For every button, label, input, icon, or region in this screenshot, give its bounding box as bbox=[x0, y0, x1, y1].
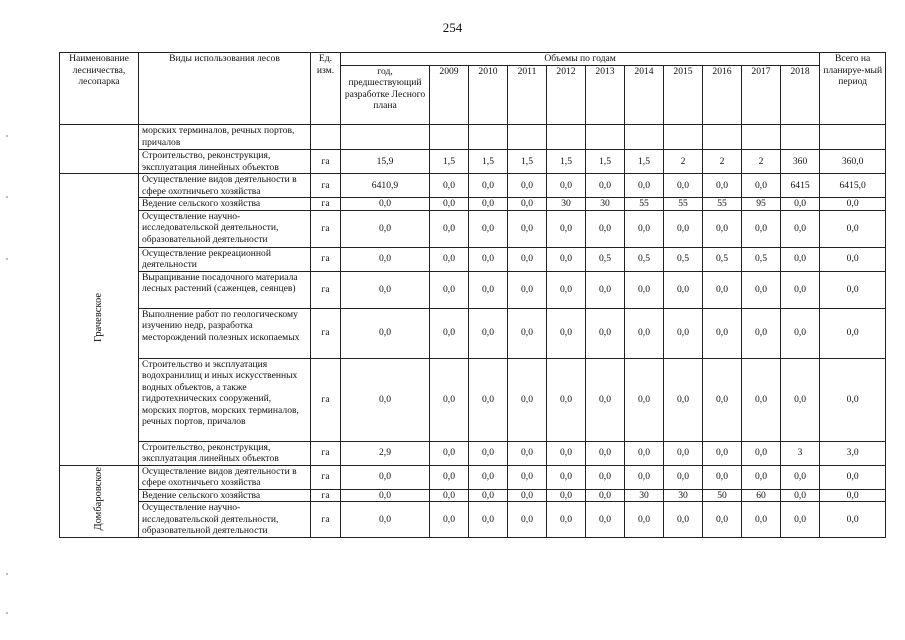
year-value: 1,5 bbox=[430, 150, 469, 174]
scan-speck bbox=[6, 258, 8, 260]
year-value: 0,5 bbox=[625, 247, 664, 271]
unit-cell: га bbox=[311, 441, 341, 465]
year-value: 0,0 bbox=[586, 210, 625, 247]
year-value: 30 bbox=[586, 198, 625, 211]
prev-year-value: 0,0 bbox=[341, 358, 430, 441]
year-value: 0,0 bbox=[430, 441, 469, 465]
year-value: 0,0 bbox=[430, 271, 469, 308]
year-value: 2 bbox=[703, 150, 742, 174]
year-value: 0,0 bbox=[430, 198, 469, 211]
forestry-cell bbox=[60, 125, 139, 174]
total-value: 0,0 bbox=[820, 489, 886, 502]
year-value: 0,0 bbox=[469, 489, 508, 502]
year-value bbox=[781, 125, 820, 150]
year-value: 0,0 bbox=[508, 358, 547, 441]
year-value: 0,0 bbox=[508, 489, 547, 502]
year-value: 0,0 bbox=[586, 465, 625, 489]
total-value: 3,0 bbox=[820, 441, 886, 465]
forestry-cell bbox=[60, 174, 139, 466]
year-value: 0,0 bbox=[781, 465, 820, 489]
year-value: 0,0 bbox=[664, 174, 703, 198]
year-value: 0,0 bbox=[547, 502, 586, 538]
table-row bbox=[60, 271, 886, 308]
year-value bbox=[703, 125, 742, 150]
header-year: 2017 bbox=[742, 65, 781, 124]
year-value: 2 bbox=[664, 150, 703, 174]
prev-year-value: 0,0 bbox=[341, 465, 430, 489]
use-type-cell: Осуществление рекреационной деятельности bbox=[139, 247, 311, 271]
header-total: Всего на планируе-мый период bbox=[820, 53, 886, 125]
year-value: 0,0 bbox=[469, 465, 508, 489]
year-value bbox=[430, 125, 469, 150]
year-value: 0,0 bbox=[781, 502, 820, 538]
year-value: 0,0 bbox=[781, 358, 820, 441]
year-value: 0,0 bbox=[586, 441, 625, 465]
unit-cell: га bbox=[311, 174, 341, 198]
use-type-cell: Осуществление видов деятельности в сфере охотничьего хозяйства bbox=[139, 174, 311, 198]
year-value: 55 bbox=[703, 198, 742, 211]
year-value: 0,0 bbox=[625, 441, 664, 465]
year-value: 0,0 bbox=[781, 308, 820, 358]
use-type-cell: Ведение сельского хозяйства bbox=[139, 198, 311, 211]
year-value: 1,5 bbox=[625, 150, 664, 174]
year-value: 0,5 bbox=[664, 247, 703, 271]
header-year: 2014 bbox=[625, 65, 664, 124]
forestry-cell bbox=[60, 465, 139, 537]
year-value: 0,0 bbox=[625, 465, 664, 489]
year-value: 0,0 bbox=[625, 210, 664, 247]
scan-speck bbox=[6, 573, 8, 575]
year-value: 0,5 bbox=[586, 247, 625, 271]
year-value: 0,0 bbox=[742, 502, 781, 538]
header-year: 2012 bbox=[547, 65, 586, 124]
use-type-cell: Осуществление научно-исследовательской деятельности, образовательной деятельности bbox=[139, 210, 311, 247]
year-value: 0,0 bbox=[508, 441, 547, 465]
year-value: 0,5 bbox=[703, 247, 742, 271]
year-value: 0,0 bbox=[586, 174, 625, 198]
use-type-cell: Строительство, реконструкция, эксплуатация линейных объектов bbox=[139, 441, 311, 465]
year-value: 55 bbox=[625, 198, 664, 211]
year-value: 0,0 bbox=[664, 271, 703, 308]
use-type-cell: Ведение сельского хозяйства bbox=[139, 489, 311, 502]
year-value: 0,0 bbox=[430, 358, 469, 441]
table-row bbox=[60, 358, 886, 441]
year-value bbox=[586, 125, 625, 150]
year-value: 0,0 bbox=[547, 465, 586, 489]
year-value: 0,0 bbox=[547, 210, 586, 247]
page-number: 254 bbox=[442, 20, 463, 35]
year-value: 0,0 bbox=[469, 358, 508, 441]
year-value: 0,0 bbox=[586, 489, 625, 502]
year-value: 0,0 bbox=[742, 271, 781, 308]
use-type-cell: Осуществление видов деятельности в сфере охотничьего хозяйства bbox=[139, 465, 311, 489]
table-row bbox=[60, 210, 886, 247]
year-value: 0,0 bbox=[664, 502, 703, 538]
year-value: 0,0 bbox=[625, 271, 664, 308]
total-value: 0,0 bbox=[820, 358, 886, 441]
table-row bbox=[60, 198, 886, 211]
year-value: 0,0 bbox=[547, 174, 586, 198]
prev-year-value: 0,0 bbox=[341, 198, 430, 211]
year-value: 0,0 bbox=[664, 210, 703, 247]
year-value: 0,0 bbox=[742, 210, 781, 247]
year-value: 0,0 bbox=[508, 174, 547, 198]
year-value: 0,0 bbox=[781, 271, 820, 308]
total-value: 0,0 bbox=[820, 465, 886, 489]
table-row bbox=[60, 441, 886, 465]
total-value: 0,0 bbox=[820, 210, 886, 247]
year-value: 0,0 bbox=[625, 174, 664, 198]
year-value: 1,5 bbox=[547, 150, 586, 174]
year-value: 0,0 bbox=[508, 247, 547, 271]
year-value: 0,0 bbox=[508, 465, 547, 489]
header-year: 2009 bbox=[430, 65, 469, 124]
total-value: 0,0 bbox=[820, 247, 886, 271]
table-row bbox=[60, 150, 886, 174]
year-value: 0,0 bbox=[586, 358, 625, 441]
year-value: 50 bbox=[703, 489, 742, 502]
year-value: 0,0 bbox=[469, 247, 508, 271]
use-type-cell: Строительство и эксплуатация водохранилищ и иных искусственных водных объектов, а также гидротехнических сооружений, морских портов, морских терминалов, речных портов, причалов bbox=[139, 358, 311, 441]
year-value: 0,0 bbox=[781, 210, 820, 247]
total-value: 360,0 bbox=[820, 150, 886, 174]
year-value: 0,0 bbox=[664, 441, 703, 465]
year-value: 0,0 bbox=[469, 198, 508, 211]
header-unit: Ед. изм. bbox=[311, 53, 341, 125]
header-forestry: Наименование лесничества, лесопарка bbox=[60, 53, 139, 125]
year-value: 0,0 bbox=[625, 502, 664, 538]
year-value: 0,0 bbox=[703, 465, 742, 489]
year-value bbox=[664, 125, 703, 150]
year-value: 3 bbox=[781, 441, 820, 465]
year-value: 30 bbox=[625, 489, 664, 502]
year-value: 0,0 bbox=[586, 502, 625, 538]
prev-year-value: 2,9 bbox=[341, 441, 430, 465]
total-value: 0,0 bbox=[820, 271, 886, 308]
year-value: 0,0 bbox=[469, 271, 508, 308]
year-value: 0,0 bbox=[742, 308, 781, 358]
year-value: 6415 bbox=[781, 174, 820, 198]
year-value: 0,0 bbox=[781, 247, 820, 271]
header-year: 2018 bbox=[781, 65, 820, 124]
table-row bbox=[60, 174, 886, 198]
year-value: 30 bbox=[664, 489, 703, 502]
year-value bbox=[508, 125, 547, 150]
year-value bbox=[469, 125, 508, 150]
year-value: 0,0 bbox=[625, 358, 664, 441]
scan-speck bbox=[6, 612, 8, 614]
unit-cell: га bbox=[311, 358, 341, 441]
total-value: 0,0 bbox=[820, 502, 886, 538]
year-value: 0,0 bbox=[703, 308, 742, 358]
year-value: 0,0 bbox=[547, 358, 586, 441]
header-use: Виды использования лесов bbox=[139, 53, 311, 125]
year-value: 0,0 bbox=[547, 441, 586, 465]
year-value: 0,0 bbox=[664, 358, 703, 441]
unit-cell: га bbox=[311, 247, 341, 271]
year-value: 0,0 bbox=[430, 308, 469, 358]
prev-year-value: 0,0 bbox=[341, 308, 430, 358]
year-value: 0,0 bbox=[469, 174, 508, 198]
year-value bbox=[625, 125, 664, 150]
year-value bbox=[547, 125, 586, 150]
header-year: 2010 bbox=[469, 65, 508, 124]
year-value: 0,0 bbox=[469, 308, 508, 358]
year-value: 0,0 bbox=[508, 210, 547, 247]
unit-cell: га bbox=[311, 308, 341, 358]
year-value: 0,0 bbox=[508, 198, 547, 211]
table-row bbox=[60, 489, 886, 502]
year-value: 0,0 bbox=[430, 489, 469, 502]
table-row bbox=[60, 247, 886, 271]
prev-year-value: 15,9 bbox=[341, 150, 430, 174]
year-value: 0,0 bbox=[742, 465, 781, 489]
year-value: 0,0 bbox=[547, 271, 586, 308]
prev-year-value: 0,0 bbox=[341, 210, 430, 247]
year-value: 0,0 bbox=[430, 465, 469, 489]
year-value: 95 bbox=[742, 198, 781, 211]
year-value: 0,0 bbox=[430, 174, 469, 198]
use-type-cell: Выполнение работ по геологическому изучению недр, разработка месторождений полезных ископаемых bbox=[139, 308, 311, 358]
unit-cell: га bbox=[311, 150, 341, 174]
year-value: 0,0 bbox=[508, 308, 547, 358]
use-type-cell: Строительство, реконструкция, эксплуатация линейных объектов bbox=[139, 150, 311, 174]
use-type-cell: морских терминалов, речных портов, причалов bbox=[139, 125, 311, 150]
forest-use-volumes-table bbox=[59, 52, 886, 538]
year-value: 0,0 bbox=[625, 308, 664, 358]
year-value: 0,0 bbox=[703, 502, 742, 538]
scan-speck bbox=[6, 135, 8, 137]
forestry-name: Домбаровское bbox=[93, 467, 105, 532]
year-value: 0,5 bbox=[742, 247, 781, 271]
header-year: 2011 bbox=[508, 65, 547, 124]
year-value: 0,0 bbox=[469, 441, 508, 465]
year-value: 0,0 bbox=[742, 441, 781, 465]
prev-year-value: 0,0 bbox=[341, 489, 430, 502]
prev-year-value bbox=[341, 125, 430, 150]
year-value: 0,0 bbox=[586, 308, 625, 358]
header-year: 2013 bbox=[586, 65, 625, 124]
year-value: 55 bbox=[664, 198, 703, 211]
year-value: 0,0 bbox=[586, 271, 625, 308]
year-value: 360 bbox=[781, 150, 820, 174]
year-value: 30 bbox=[547, 198, 586, 211]
year-value: 0,0 bbox=[664, 465, 703, 489]
table-row bbox=[60, 308, 886, 358]
year-value: 0,0 bbox=[703, 358, 742, 441]
year-value: 0,0 bbox=[664, 308, 703, 358]
unit-cell bbox=[311, 125, 341, 150]
use-type-cell: Осуществление научно-исследовательской деятельности, образовательной деятельности bbox=[139, 502, 311, 538]
scan-speck bbox=[6, 196, 8, 198]
year-value: 0,0 bbox=[703, 271, 742, 308]
year-value: 0,0 bbox=[703, 210, 742, 247]
year-value: 0,0 bbox=[781, 489, 820, 502]
header-year: 2015 bbox=[664, 65, 703, 124]
year-value: 0,0 bbox=[469, 502, 508, 538]
year-value: 0,0 bbox=[469, 210, 508, 247]
table-row bbox=[60, 465, 886, 489]
table-row bbox=[60, 502, 886, 538]
table-row bbox=[60, 125, 886, 150]
prev-year-value: 0,0 bbox=[341, 502, 430, 538]
unit-cell: га bbox=[311, 489, 341, 502]
year-value: 1,5 bbox=[586, 150, 625, 174]
year-value: 0,0 bbox=[781, 198, 820, 211]
unit-cell: га bbox=[311, 502, 341, 538]
year-value: 0,0 bbox=[547, 247, 586, 271]
total-value: 6415,0 bbox=[820, 174, 886, 198]
year-value: 60 bbox=[742, 489, 781, 502]
total-value: 0,0 bbox=[820, 308, 886, 358]
total-value bbox=[820, 125, 886, 150]
year-value: 0,0 bbox=[742, 174, 781, 198]
year-value bbox=[742, 125, 781, 150]
use-type-cell: Выращивание посадочного материала лесных растений (саженцев, сеянцев) bbox=[139, 271, 311, 308]
year-value: 0,0 bbox=[703, 174, 742, 198]
forestry-name: Грачевское bbox=[93, 292, 105, 342]
header-volumes-by-year: Объемы по годам bbox=[341, 53, 820, 66]
year-value: 0,0 bbox=[508, 271, 547, 308]
year-value: 0,0 bbox=[430, 210, 469, 247]
year-value: 0,0 bbox=[547, 489, 586, 502]
year-value: 0,0 bbox=[508, 502, 547, 538]
total-value: 0,0 bbox=[820, 198, 886, 211]
year-value: 2 bbox=[742, 150, 781, 174]
prev-year-value: 6410,9 bbox=[341, 174, 430, 198]
unit-cell: га bbox=[311, 465, 341, 489]
year-value: 0,0 bbox=[430, 502, 469, 538]
header-year: 2016 bbox=[703, 65, 742, 124]
prev-year-value: 0,0 bbox=[341, 271, 430, 308]
year-value: 0,0 bbox=[547, 308, 586, 358]
year-value: 0,0 bbox=[430, 247, 469, 271]
year-value: 1,5 bbox=[508, 150, 547, 174]
year-value: 0,0 bbox=[703, 441, 742, 465]
prev-year-value: 0,0 bbox=[341, 247, 430, 271]
header-prev-year: год, предшествующий разработке Лесного плана bbox=[341, 65, 430, 124]
unit-cell: га bbox=[311, 210, 341, 247]
year-value: 0,0 bbox=[742, 358, 781, 441]
year-value: 1,5 bbox=[469, 150, 508, 174]
unit-cell: га bbox=[311, 198, 341, 211]
unit-cell: га bbox=[311, 271, 341, 308]
